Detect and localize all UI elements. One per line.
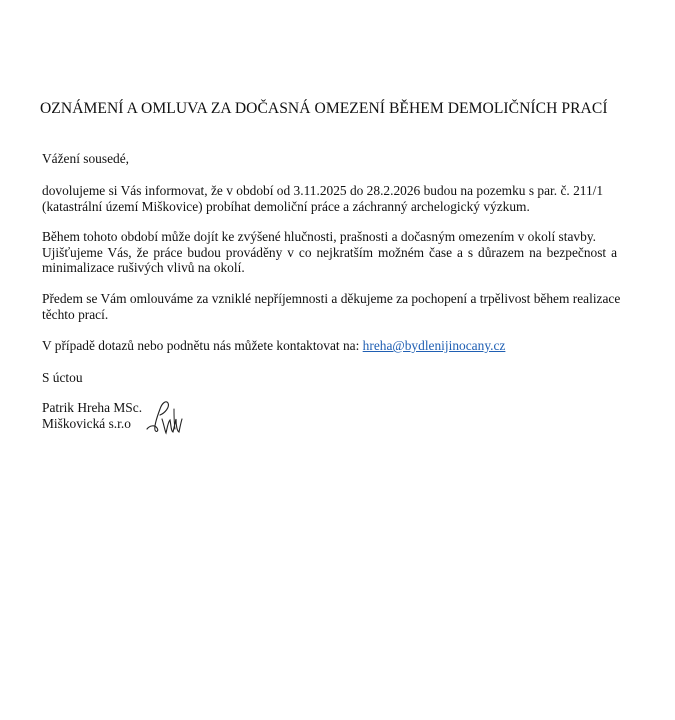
signer-name: Patrik Hreha MSc. bbox=[42, 400, 143, 415]
paragraph-apology-line-2: těchto prací. bbox=[42, 306, 109, 322]
paragraph-impact-line-2: Ujišťujeme Vás, že práce budou prováděny v co nejkratším možném čase a s důrazem na bezpečnost a bbox=[42, 244, 618, 260]
closing: S úctou bbox=[42, 370, 83, 385]
contact-text: V případě dotazů nebo podnětu nás můžete kontaktovat na: bbox=[42, 338, 363, 353]
signer-company: Miškovická s.r.o bbox=[42, 416, 131, 431]
paragraph-contact bbox=[42, 338, 626, 354]
paragraph-notice bbox=[42, 183, 626, 214]
greeting: Vážení sousedé, bbox=[42, 151, 130, 166]
paragraph-apology bbox=[42, 291, 626, 322]
contact-email-link[interactable]: hreha@bydlenijinocany.cz bbox=[362, 338, 506, 353]
paragraph-notice-line-2: (katastrální území Miškovice) probíhat demoliční práce a záchranný archelogický výzkum. bbox=[42, 198, 530, 214]
paragraph-notice-line-1: dovolujeme si Vás informovat, že v období od 3.11.2025 do 28.2.2026 budou na pozemku s par. č. 211/1 bbox=[42, 183, 604, 198]
paragraph-impact-line-3: minimalizace rušivých vlivů na okolí. bbox=[42, 260, 245, 276]
paragraph-impact-line-1: Během tohoto období může dojít ke zvýšené hlučnosti, prašnosti a dočasným omezením v okolí stavby. bbox=[42, 229, 596, 244]
handwritten-signature-icon bbox=[143, 395, 189, 437]
paragraph-impact bbox=[42, 229, 626, 276]
document-title: OZNÁMENÍ A OMLUVA ZA DOČASNÁ OMEZENÍ BĚHEM DEMOLIČNÍCH PRACÍ bbox=[40, 100, 608, 117]
paragraph-apology-line-1: Předem se Vám omlouváme za vzniklé nepříjemnosti a děkujeme za pochopení a trpělivost během realizace bbox=[42, 291, 621, 306]
